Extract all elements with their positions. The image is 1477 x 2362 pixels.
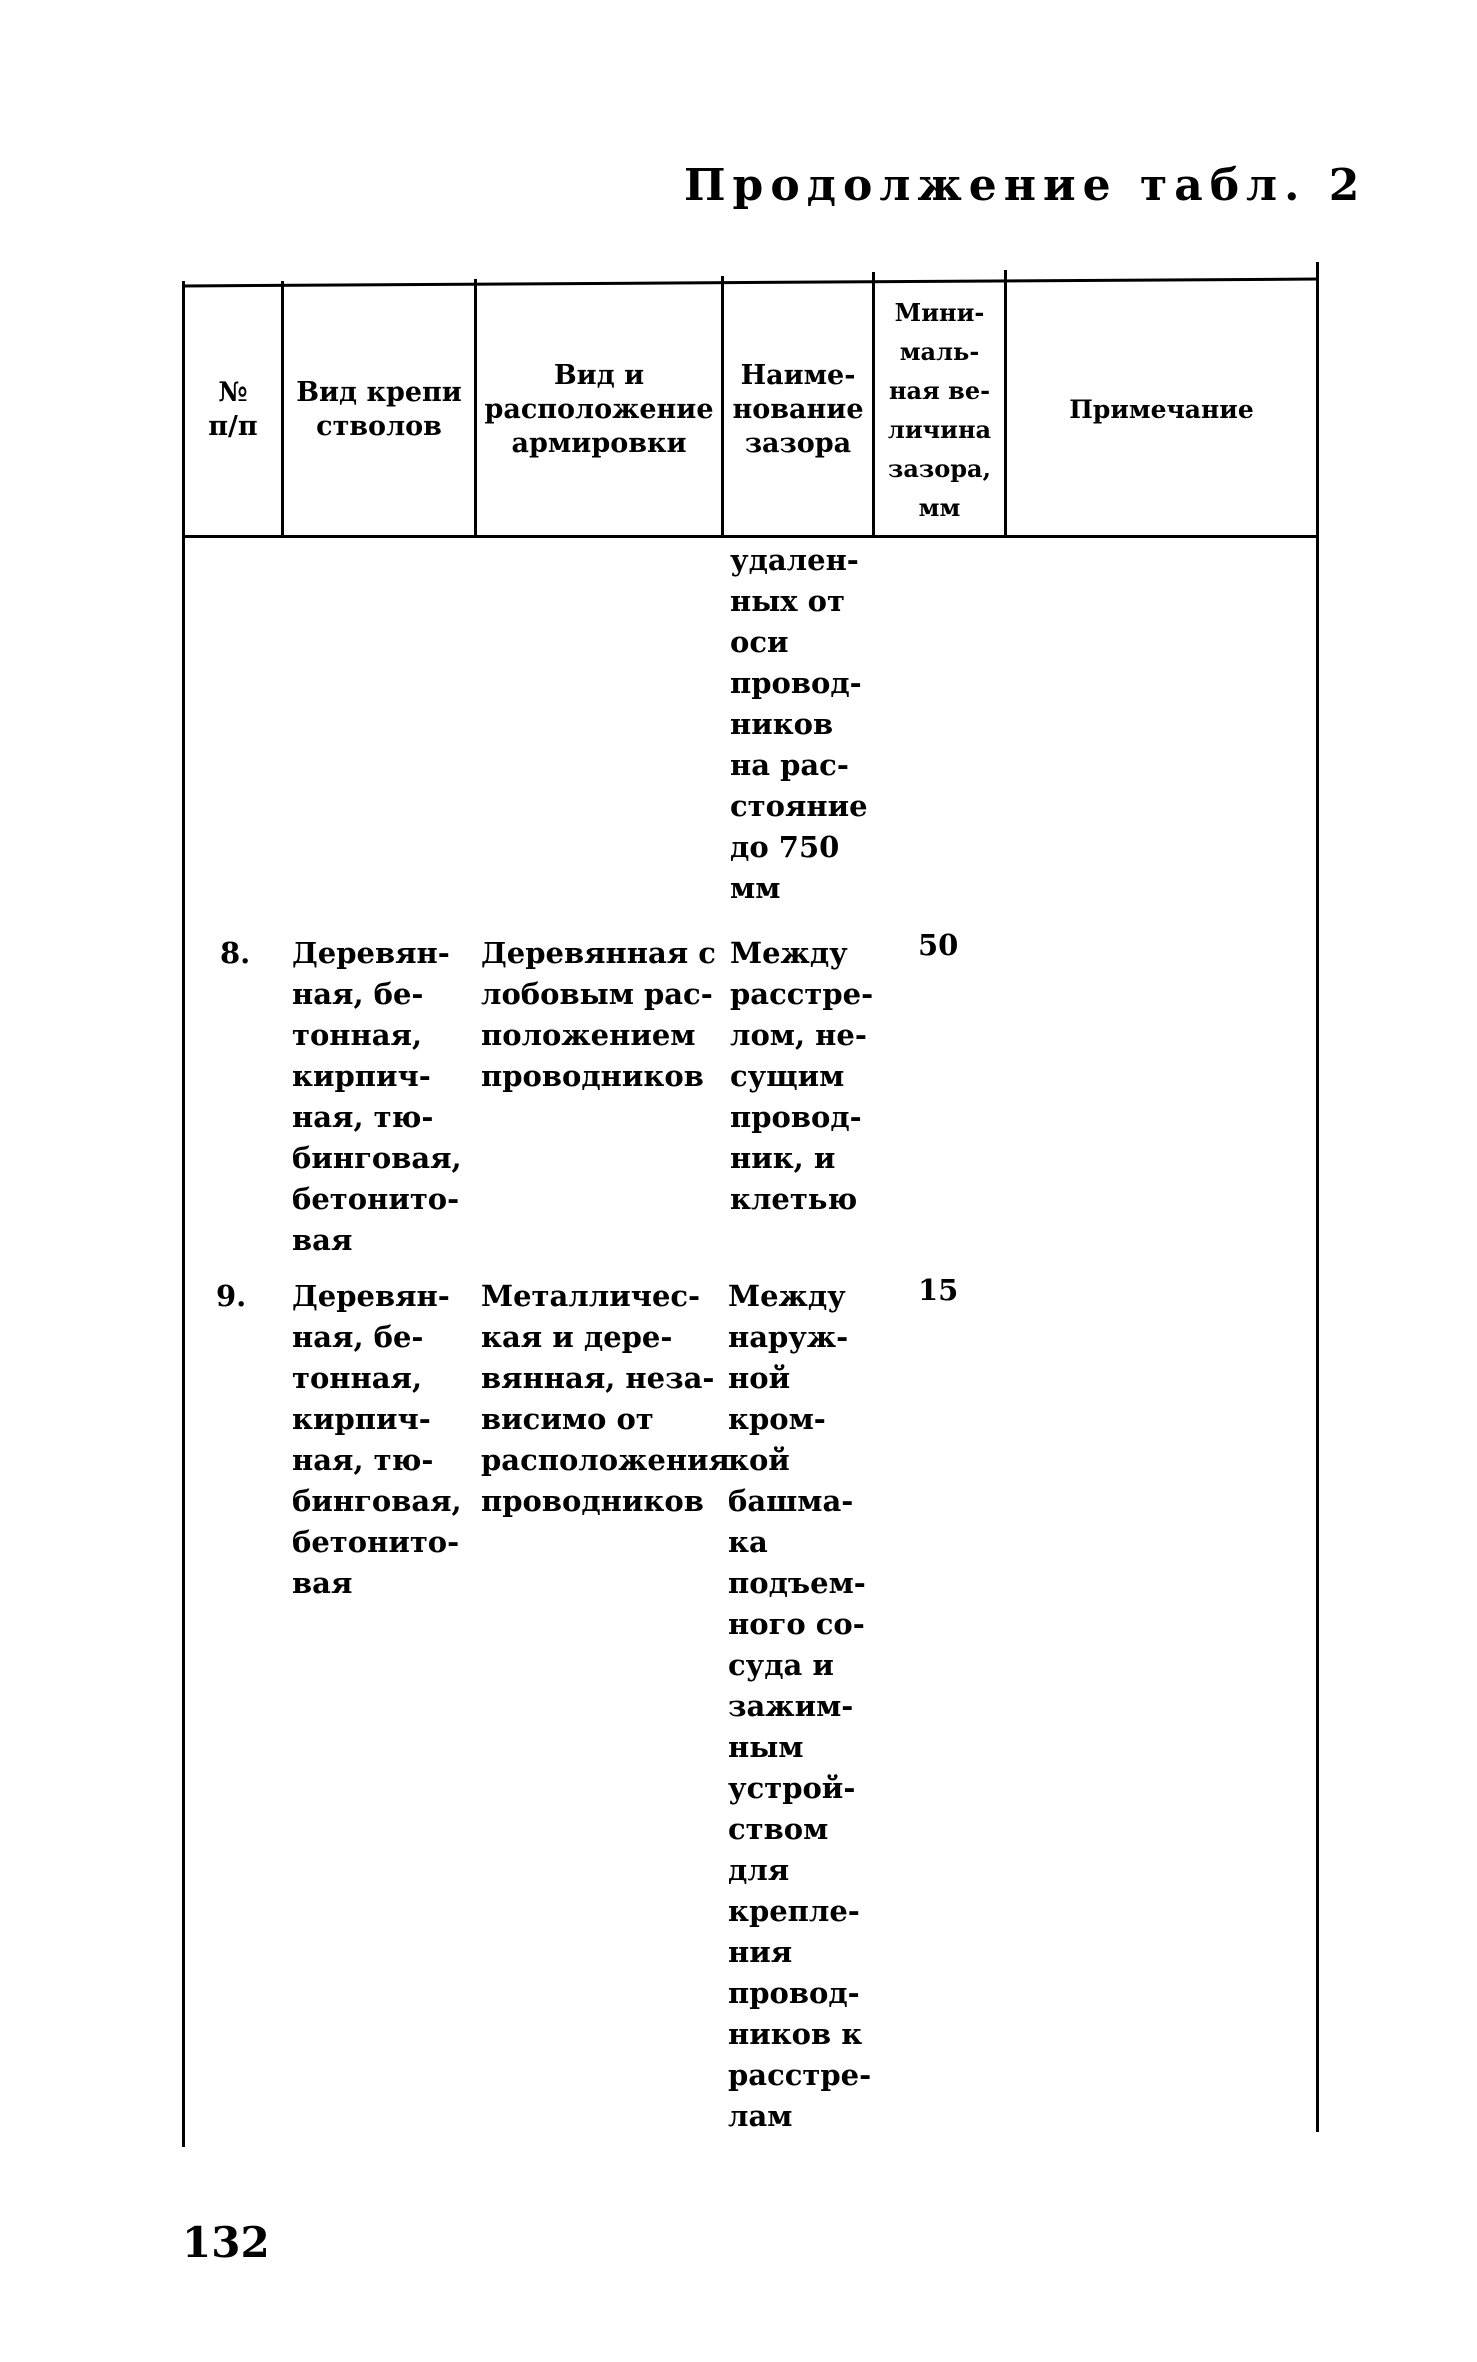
header-gap-name: Наиме- нование зазора: [732, 360, 864, 459]
table-continuation-title: Продолжение табл. 2: [684, 160, 1367, 211]
row-gap-name: Между наруж- ной кром- кой башма- ка подъем- ного со- суда и зажим- ным устрой- ством для крепле- ния провод- ников к расстре- лам: [728, 1279, 872, 2133]
page-number: 132: [182, 2218, 270, 2267]
table-right-border: [1316, 262, 1319, 2132]
header-note: Примечание: [1069, 395, 1254, 424]
continuation-gap-name: удален- ных от оси провод- ников на рас- стояние до 750 мм: [730, 543, 868, 905]
row-min-gap: 15: [918, 1273, 959, 1307]
row-arrangement: Металличес- кая и дере- вянная, неза- висимо от расположения проводников: [481, 1279, 730, 1518]
row-number: 8.: [220, 936, 251, 970]
row-arrangement: Деревянная с лобовым рас- положением проводников: [481, 936, 716, 1093]
row-gap-name: Между расстре- лом, не- сущим провод- ник, и клетью: [730, 936, 874, 1216]
header-arrangement: Вид и расположение армировки: [484, 360, 714, 459]
row-number: 9.: [216, 1279, 247, 1313]
table-left-border: [182, 281, 185, 2147]
header-bottom-border: [182, 535, 1319, 538]
row-lining: Деревян- ная, бе- тонная, кирпич- ная, тю- бинговая, бетонито- вая: [292, 1279, 462, 1600]
header-lining-type: Вид крепи стволов: [296, 377, 462, 442]
header-min-gap: Мини- маль- ная ве- личина зазора, мм: [887, 298, 992, 522]
row-min-gap: 50: [918, 928, 959, 962]
row-lining: Деревян- ная, бе- тонная, кирпич- ная, тю- бинговая, бетонито- вая: [292, 936, 462, 1257]
header-number: № п/п: [208, 377, 258, 442]
